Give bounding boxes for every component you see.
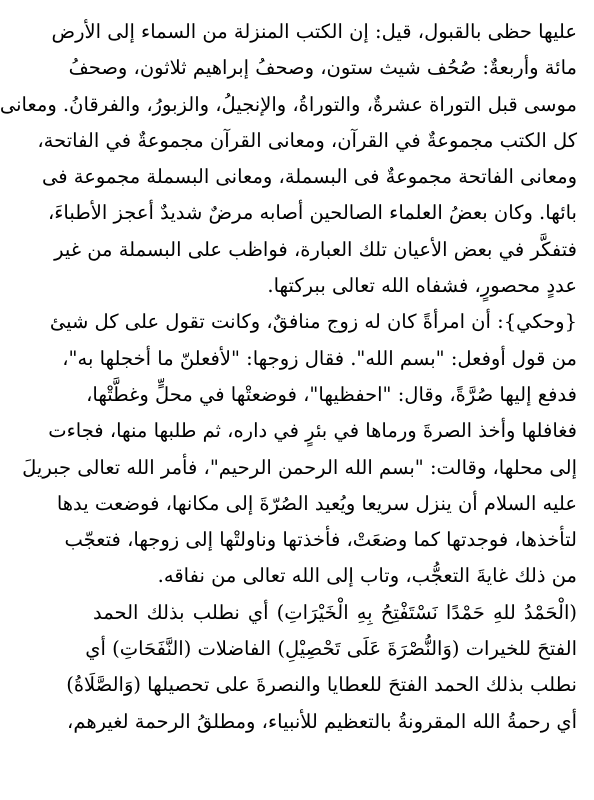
- text-line: ومعانى الفاتحة مجموعةٌ فى البسملة، ومعانى البسملة مجموعة فى: [41, 165, 577, 189]
- text-line: عليه السلام أن ينزل سريعا ويُعيد الصُرّةَ إلى مكانها، فوضعت يدها: [56, 491, 577, 515]
- text-line: مائة وأربعةٌ: صُحُف شيث ستون، وصحفُ إبراهيم ثلاثون، وصحفُ: [68, 56, 577, 80]
- paragraph-end-line: عددٍ محصورٍ، فشفاه الله تعالى ببركتها.: [267, 274, 577, 298]
- text-line: كل الكتب مجموعةٌ في القرآن، ومعانى القرآن مجموعةٌ في الفاتحة،: [37, 128, 577, 152]
- text-line: من قول أوفعل: "بسم الله". فقال زوجها: "لأفعلنّ ما أخجلها به"،: [62, 346, 577, 370]
- text-line: موسى قبل التوراة عشرةٌ، والتوراةُ، والإنجيلُ، والزبورُ، والفرقانُ. ومعانى: [0, 92, 577, 116]
- text-line: (الْحَمْدُ للهِ حَمْدًا نَسْتَفْتِحُ بِهِ الْخَيْرَاتِ) أي نطلب بذلك الحمد: [93, 600, 578, 624]
- text-line: إلى محلها، وقالت: "بسم الله الرحمن الرحيم"، فأمر الله تعالى جبريلَ: [22, 455, 577, 479]
- text-line: عليها حظى بالقبول، قيل: إن الكتب المنزلة من السماء إلى الأرض: [51, 20, 577, 43]
- text-line: بائها. وكان بعضُ العلماء الصالحين أصابه مرضٌ شديدٌ أعجز الأطباءَ،: [47, 201, 577, 225]
- text-line: الفتحَ للخيرات (وَالنُّصْرَةَ عَلَى تَحْصِيْلِ) الفاضلات (النَّفَحَاتِ) أي: [85, 637, 577, 661]
- text-line: أي رحمةُ الله المقرونةُ بالتعظيم للأنبياء، ومطلقُ الرحمة لغيرهم،: [67, 709, 577, 733]
- text-line: لتأخذها، فوجدتها كما وضعَتْ، فأخذتها وناولتْها إلى زوجها، فتعجّب: [64, 528, 577, 552]
- text-line: {وحكي}: أن امرأةً كان له زوج منافقٌ، وكانت تقول على كل شيئ: [49, 310, 577, 334]
- text-line: فدفع إليها صُرَّةً، وقال: "احفظيها"، فوضعتْها في محلٍّ وغطَّتْها،: [86, 382, 577, 406]
- text-line: نطلب بذلك الحمد الفتحَ للعطايا والنصرةَ على تحصيلها (وَالصَّلَاةُ): [66, 673, 577, 697]
- text-line: فتفكَّر في بعض الأعيان تلك العبارة، فواظب على البسملة من غير: [54, 237, 577, 261]
- text-line: فغافلها وأخذ الصرةَ ورماها في بئرٍ في داره، ثم طلبها منها، فجاءت: [48, 419, 577, 443]
- paragraph-end-line: من ذلك غايةَ التعجُّب، وتاب إلى الله تعالى من نفاقه.: [157, 564, 577, 588]
